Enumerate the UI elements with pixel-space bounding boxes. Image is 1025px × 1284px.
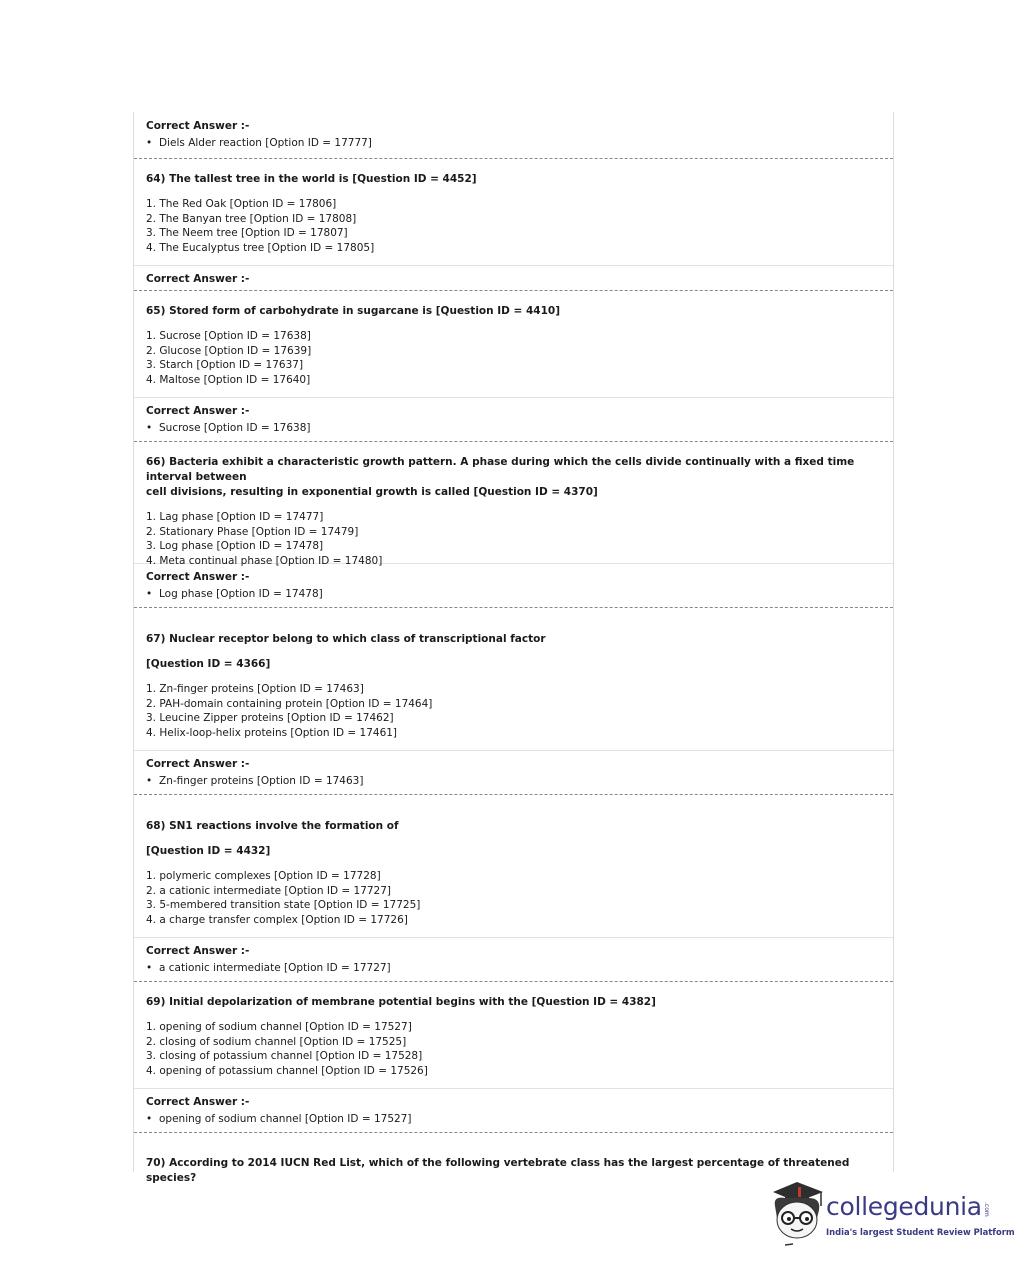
question-title: 70) According to 2014 IUCN Red List, which of the following vertebrate class has the largest percentage of threatened species? — [146, 1157, 850, 1184]
correct-answer-label: Correct Answer :- — [146, 273, 250, 285]
brand-tagline: India's largest Student Review Platform — [826, 1227, 1015, 1237]
option-item: 3. The Neem tree [Option ID = 17807] — [146, 227, 348, 240]
option-item: 4. a charge transfer complex [Option ID = 17726] — [146, 914, 408, 927]
brand-com: .com — [983, 1202, 990, 1217]
options-list — [146, 197, 881, 256]
answer-block-65 — [134, 398, 893, 441]
answer-block-64 — [134, 266, 893, 290]
option-item: 2. Stationary Phase [Option ID = 17479] — [146, 525, 359, 538]
option-item: 2. Glucose [Option ID = 17639] — [146, 344, 312, 357]
options-list — [146, 1020, 881, 1079]
question-title: 65) Stored form of carbohydrate in sugarcane is [Question ID = 4410] — [146, 305, 561, 317]
correct-answer-item: • a cationic intermediate [Option ID = 17727] — [146, 962, 391, 974]
correct-answer-label: Correct Answer :- — [146, 571, 250, 583]
options-list — [146, 869, 881, 928]
options-list — [146, 329, 881, 388]
question-title: 67) Nuclear receptor belong to which class of transcriptional factor — [146, 633, 546, 645]
correct-answer-label: Correct Answer :- — [146, 120, 250, 132]
option-item: 1. The Red Oak [Option ID = 17806] — [146, 198, 337, 210]
question-70 — [134, 1133, 893, 1184]
correct-answer-label: Correct Answer :- — [146, 405, 250, 417]
answer-block-63 — [134, 112, 893, 158]
options-list — [146, 682, 881, 741]
option-item: 2. The Banyan tree [Option ID = 17808] — [146, 212, 357, 225]
option-item: 1. opening of sodium channel [Option ID = 17527] — [146, 1021, 412, 1033]
option-item: 4. opening of potassium channel [Option ID = 17526] — [146, 1065, 428, 1078]
mascot-icon — [765, 1178, 825, 1250]
option-item: 3. closing of potassium channel [Option ID = 17528] — [146, 1050, 423, 1063]
option-item: 3. Log phase [Option ID = 17478] — [146, 540, 324, 553]
question-68 — [134, 795, 893, 937]
correct-answer-item: • Zn-finger proteins [Option ID = 17463] — [146, 775, 364, 787]
question-id: [Question ID = 4432] — [146, 845, 271, 857]
option-item: 1. Sucrose [Option ID = 17638] — [146, 330, 311, 342]
question-title: 68) SN1 reactions involve the formation of — [146, 820, 399, 832]
option-item: 2. a cationic intermediate [Option ID = 17727] — [146, 884, 392, 897]
question-69 — [134, 982, 893, 1088]
answer-block-68 — [134, 938, 893, 981]
correct-answer-label: Correct Answer :- — [146, 945, 250, 957]
answer-block-69 — [134, 1089, 893, 1132]
question-title: 69) Initial depolarization of membrane potential begins with the [Question ID = 4382] — [146, 996, 656, 1008]
question-67 — [134, 608, 893, 750]
question-id: [Question ID = 4366] — [146, 658, 271, 670]
option-item: 2. closing of sodium channel [Option ID = 17525] — [146, 1035, 407, 1048]
option-item: 3. Starch [Option ID = 17637] — [146, 359, 304, 372]
question-title: 66) Bacteria exhibit a characteristic growth pattern. A phase during which the cells divide continually with a fixed time interval between — [146, 456, 855, 483]
correct-answer-label: Correct Answer :- — [146, 1096, 250, 1108]
collegedunia-logo — [765, 1178, 1015, 1250]
correct-answer-item: • Diels Alder reaction [Option ID = 17777] — [146, 137, 372, 149]
brand-name: collegedunia — [826, 1192, 982, 1221]
answer-block-66 — [134, 564, 893, 607]
question-paper — [133, 112, 894, 1184]
option-item: 4. Meta continual phase [Option ID = 17480] — [146, 555, 383, 568]
option-item: 4. The Eucalyptus tree [Option ID = 17805] — [146, 242, 375, 255]
correct-answer-item: • Sucrose [Option ID = 17638] — [146, 422, 311, 434]
option-item: 3. Leucine Zipper proteins [Option ID = 17462] — [146, 712, 394, 725]
correct-answer-item: • opening of sodium channel [Option ID = 17527] — [146, 1113, 412, 1125]
option-item: 1. polymeric complexes [Option ID = 17728] — [146, 870, 381, 882]
answer-block-67 — [134, 751, 893, 794]
correct-answer-label: Correct Answer :- — [146, 758, 250, 770]
correct-answer-item: • Log phase [Option ID = 17478] — [146, 588, 323, 600]
question-title: 64) The tallest tree in the world is [Question ID = 4452] — [146, 173, 477, 185]
option-item: 1. Lag phase [Option ID = 17477] — [146, 511, 324, 523]
question-64 — [134, 159, 893, 265]
option-item: 3. 5-membered transition state [Option ID = 17725] — [146, 899, 421, 912]
question-title-continued: cell divisions, resulting in exponential growth is called [Question ID = 4370] — [146, 486, 598, 498]
question-66 — [134, 442, 893, 568]
option-item: 2. PAH-domain containing protein [Option ID = 17464] — [146, 697, 433, 710]
option-item: 4. Helix-loop-helix proteins [Option ID = 17461] — [146, 727, 398, 740]
question-65 — [134, 291, 893, 397]
option-item: 4. Maltose [Option ID = 17640] — [146, 374, 311, 387]
options-list — [146, 510, 881, 569]
option-item: 1. Zn-finger proteins [Option ID = 17463] — [146, 683, 364, 695]
